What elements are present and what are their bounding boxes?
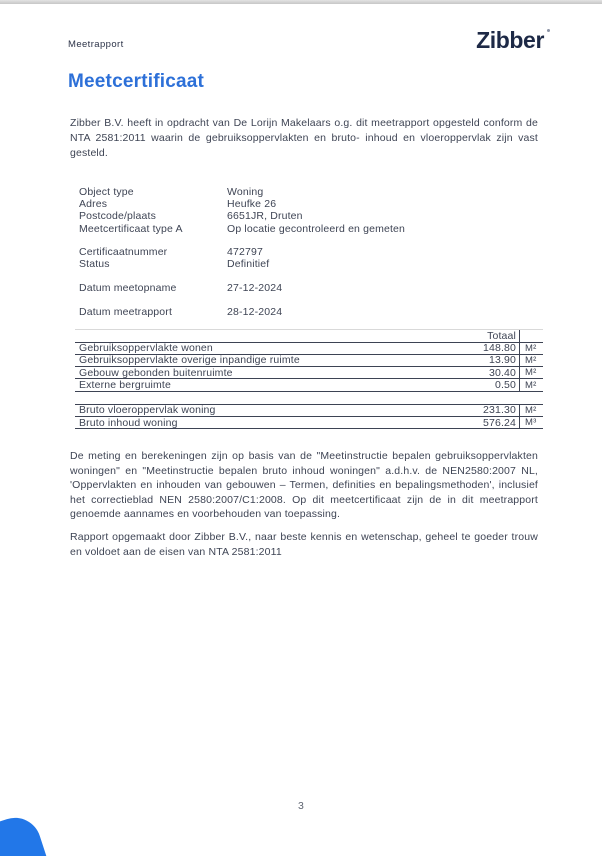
- table-row-value: 30.40: [488, 366, 516, 379]
- detail-row: [79, 258, 539, 270]
- detail-label: Postcode/plaats: [79, 210, 156, 223]
- table-row-label: Gebouw gebonden buitenruimte: [79, 366, 233, 379]
- table-header-unit-spacer: [519, 330, 543, 342]
- detail-group-certificate: [79, 246, 539, 270]
- corner-decoration-shape: [0, 811, 72, 856]
- table-row: [75, 343, 543, 355]
- object-details: [79, 186, 539, 330]
- detail-value: Heufke 26: [227, 198, 277, 211]
- table-row-label: Gebruiksoppervlakte wonen: [79, 342, 213, 355]
- zibber-logo-dot: [547, 29, 550, 32]
- table-header-totaal: Totaal: [487, 329, 516, 342]
- table-row-label: Bruto vloeroppervlak woning: [79, 404, 216, 417]
- table-row: [75, 367, 543, 379]
- table-section-usable-area: [75, 343, 543, 392]
- table-row-value: 576.24: [482, 416, 516, 429]
- table-row-label: Externe bergruimte: [79, 379, 171, 392]
- detail-row: [79, 282, 539, 294]
- detail-row: [79, 246, 539, 258]
- legal-paragraphs: [70, 449, 538, 568]
- table-header-row: [75, 329, 543, 343]
- table-row-unit: M²: [519, 379, 543, 390]
- table-row: [75, 379, 543, 391]
- table-row: [75, 417, 543, 430]
- detail-value: 6651JR, Druten: [227, 210, 303, 223]
- table-row: [75, 404, 543, 417]
- table-row: [75, 355, 543, 367]
- detail-value: Op locatie gecontroleerd en gemeten: [227, 222, 406, 235]
- detail-label: Object type: [79, 186, 134, 198]
- detail-value: Woning: [227, 186, 264, 198]
- detail-value: 472797: [227, 245, 263, 258]
- table-row-unit: M²: [519, 405, 543, 416]
- detail-group-report-date: [79, 306, 539, 318]
- detail-value: 27-12-2024: [227, 282, 283, 295]
- detail-value: Definitief: [227, 258, 270, 271]
- detail-row: [79, 210, 539, 222]
- table-row-label: Gebruiksoppervlakte overige inpandige ruimte: [79, 354, 300, 367]
- table-row-value: 148.80: [482, 342, 516, 355]
- detail-label: Meetcertificaat type A: [79, 222, 183, 235]
- table-row-unit: M²: [519, 355, 543, 366]
- report-statement-paragraph: Rapport opgemaakt door Zibber B.V., naar beste kennis en wetenschap, geheel te goeder trouw en voldoet aan de eisen van NTA 2581:2011: [70, 531, 538, 558]
- detail-group-object: [79, 186, 539, 235]
- detail-row: [79, 198, 539, 210]
- page-title: Meetcertificaat: [68, 71, 205, 92]
- table-row-unit: M³: [519, 417, 543, 429]
- detail-value: 28-12-2024: [227, 306, 283, 319]
- table-row-unit: M²: [519, 367, 543, 378]
- page-top-edge: [0, 0, 602, 4]
- table-row-value: 0.50: [494, 379, 516, 392]
- document-type-label: Meetrapport: [68, 39, 124, 50]
- table-row-value: 231.30: [482, 404, 516, 417]
- table-row-label: Bruto inhoud woning: [79, 416, 178, 429]
- table-row-value: 13.90: [488, 354, 516, 367]
- totals-table: [75, 329, 543, 429]
- detail-label: Certificaatnummer: [79, 245, 168, 258]
- detail-group-survey-date: [79, 282, 539, 294]
- zibber-logo-text: Zibber: [476, 27, 544, 53]
- page-number: 3: [298, 800, 304, 812]
- detail-label: Datum meetrapport: [79, 306, 173, 319]
- table-section-gross: [75, 404, 543, 429]
- detail-row: [79, 306, 539, 318]
- table-section-gap: [75, 392, 543, 405]
- table-row-unit: M²: [519, 343, 543, 354]
- detail-label: Status: [79, 258, 110, 271]
- measurement-basis-paragraph: De meting en berekeningen zijn op basis van de "Meetinstructie bepalen gebruiksoppervlakten woningen" en "Meetinstructie bepalen bruto inhoud woningen" a.d.h.v. de NEN2580:2007 NL, 'Oppervlakten en inhouden van gebouwen – Termen, definities en bepalingsmethoden', inclusief het correctieblad NEN 2580:2007/C1:2008. Op dit meetcertificaat zijn de in dit meetrapport genoemde aannames en voorbehouden van toepassing.: [70, 450, 538, 520]
- document-header: [68, 28, 544, 52]
- detail-label: Adres: [79, 198, 108, 211]
- intro-paragraph: Zibber B.V. heeft in opdracht van De Lorijn Makelaars o.g. dit meetrapport opgesteld conform de NTA 2581:2011 waarin de gebruiksoppervlakten en bruto- inhoud en vloeroppervlak zijn vast gesteld.: [70, 117, 538, 159]
- detail-row: [79, 186, 539, 198]
- detail-label: Datum meetopname: [79, 282, 177, 295]
- detail-row: [79, 223, 539, 235]
- zibber-logo: [476, 28, 544, 52]
